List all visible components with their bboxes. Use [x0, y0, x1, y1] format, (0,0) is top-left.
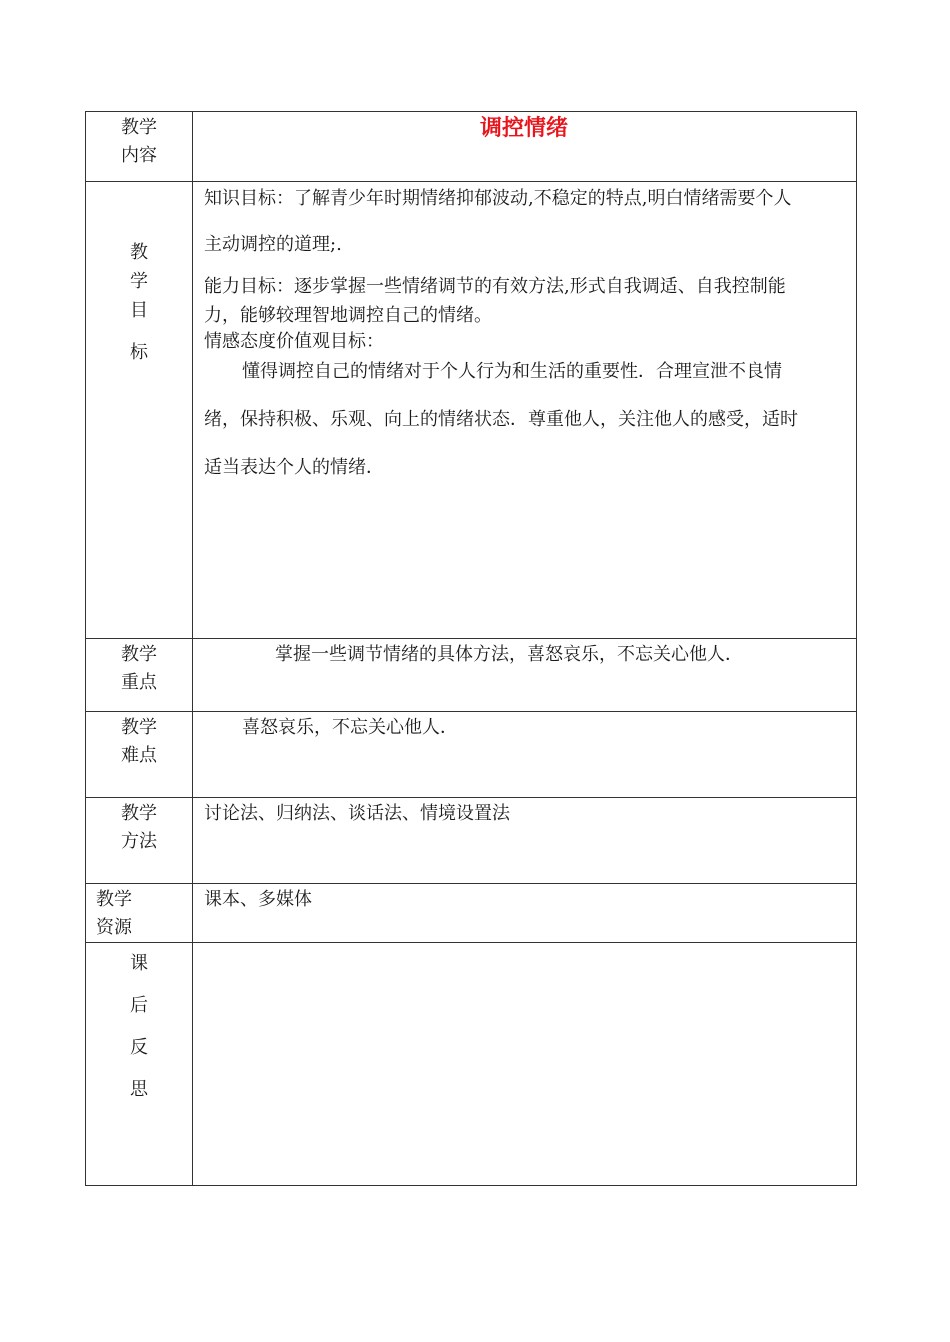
label-reflection — [86, 943, 193, 1186]
emotion-goal-line: 懂得调控自己的情绪对于个人行为和生活的重要性．合理宣泄不良情 — [242, 361, 782, 382]
label-char: 反 — [130, 1037, 148, 1058]
label-difficulties — [86, 712, 193, 798]
cell-teaching-goals — [193, 182, 857, 639]
row-methods — [86, 798, 857, 884]
label-char: 课 — [130, 953, 148, 974]
ability-goal-line: 能力目标：逐步掌握一些情绪调节的有效方法,形式自我调适、自我控制能 — [204, 276, 786, 297]
label-resources — [86, 884, 193, 943]
cell-key-points — [193, 639, 857, 712]
label-char: 思 — [130, 1079, 148, 1100]
methods-text: 讨论法、归纳法、谈话法、情境设置法 — [204, 803, 510, 824]
cell-difficulties — [193, 712, 857, 798]
label-char: 目 — [130, 300, 148, 321]
difficulties-text: 喜怒哀乐，不忘关心他人． — [242, 717, 458, 738]
label-teaching-goals — [86, 182, 193, 639]
label-line: 资源 — [96, 917, 132, 938]
knowledge-goal-line: 主动调控的道理;. — [204, 234, 342, 255]
cell-reflection — [193, 943, 857, 1186]
cell-resources — [193, 884, 857, 943]
label-char: 标 — [130, 342, 148, 363]
lesson-plan-table — [85, 111, 857, 1186]
label-key-points — [86, 639, 193, 712]
label-char: 后 — [130, 995, 148, 1016]
label-line: 教学 — [121, 117, 157, 138]
label-line: 内容 — [121, 145, 157, 166]
emotion-goal-line: 适当表达个人的情绪． — [204, 457, 384, 478]
label-methods — [86, 798, 193, 884]
label-teaching-content — [86, 112, 193, 182]
label-line: 难点 — [121, 745, 157, 766]
label-char: 学 — [130, 271, 148, 292]
label-line: 重点 — [121, 672, 157, 693]
row-reflection — [86, 943, 857, 1186]
row-teaching-goals — [86, 182, 857, 639]
knowledge-goal-line: 知识目标：了解青少年时期情绪抑郁波动,不稳定的特点,明白情绪需要个人 — [204, 188, 792, 209]
row-difficulties — [86, 712, 857, 798]
key-points-text: 掌握一些调节情绪的具体方法，喜怒哀乐，不忘关心他人． — [275, 644, 743, 665]
emotion-goal-heading: 情感态度价值观目标： — [204, 331, 384, 352]
label-line: 教学 — [121, 644, 157, 665]
label-line: 教学 — [121, 717, 157, 738]
row-teaching-content — [86, 112, 857, 182]
resources-text: 课本、多媒体 — [204, 889, 312, 910]
row-key-points — [86, 639, 857, 712]
ability-goal-line: 力，能够较理智地调控自己的情绪。 — [204, 305, 492, 326]
cell-teaching-content — [193, 112, 857, 182]
lesson-title: 调控情绪 — [479, 116, 568, 141]
label-line: 方法 — [121, 831, 157, 852]
cell-methods — [193, 798, 857, 884]
emotion-goal-line: 绪，保持积极、乐观、向上的情绪状态．尊重他人，关注他人的感受，适时 — [204, 409, 798, 430]
row-resources — [86, 884, 857, 943]
label-char: 教 — [130, 242, 148, 263]
label-line: 教学 — [96, 889, 132, 910]
label-line: 教学 — [121, 803, 157, 824]
